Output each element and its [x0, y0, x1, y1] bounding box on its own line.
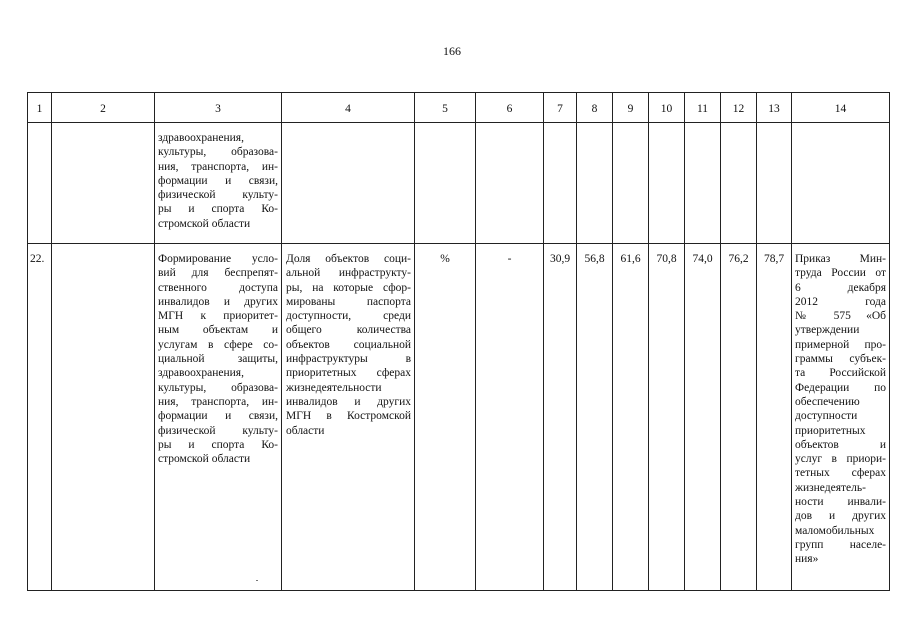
- header-col-3: 3: [155, 93, 282, 123]
- row-number: [28, 123, 52, 244]
- text-line: ры, на которые сфор-: [286, 281, 411, 294]
- text-line: услугам в сфере со-: [158, 338, 278, 351]
- cell-unit: %: [415, 244, 476, 591]
- text-line: инфраструктуры в: [286, 353, 411, 366]
- scan-dot: [256, 580, 258, 581]
- text-line: ния, транспорта, ин-: [158, 395, 278, 408]
- header-col-7: 7: [544, 93, 577, 123]
- cell-col-6: [476, 123, 544, 244]
- text-line: ным объектам и: [158, 324, 278, 337]
- cell-col-2: [52, 123, 155, 244]
- header-col-4: 4: [282, 93, 415, 123]
- text-line: мированы паспорта: [286, 295, 411, 308]
- cell-value-col-12: 76,2: [721, 244, 757, 591]
- cell-unit: [415, 123, 476, 244]
- text-line: труда России от: [795, 267, 886, 280]
- cell-col-6: -: [476, 244, 544, 591]
- cell-col-9: [613, 123, 649, 244]
- text-line: Федерации по: [795, 381, 886, 394]
- text-line: жизнедеятельности: [286, 381, 382, 394]
- cell-col-7: [544, 123, 577, 244]
- header-row: [28, 93, 890, 123]
- text-line: формации и связи,: [158, 174, 278, 187]
- header-col-1: 1: [28, 93, 52, 123]
- text-line: объектов и: [795, 438, 886, 451]
- text-line: доступности, среди: [286, 310, 411, 323]
- text-line: обеспечению: [795, 395, 860, 408]
- header-col-6: 6: [476, 93, 544, 123]
- text-line: области: [286, 424, 325, 437]
- text-line: утверждении: [795, 324, 860, 337]
- row-number: 22.: [28, 244, 52, 591]
- header-col-12: 12: [721, 93, 757, 123]
- cell-col-2: [52, 244, 155, 591]
- text-line: Доля объектов соци-: [286, 253, 411, 265]
- cell-legal-basis: [792, 123, 890, 244]
- cell-value-col-8: 56,8: [577, 244, 613, 591]
- text-line: ры и спорта Ко-: [158, 203, 278, 216]
- text-line: объектов социальной: [286, 338, 411, 351]
- text-line: МГН в Костромской: [286, 410, 411, 423]
- text-line: культуры, образова-: [158, 146, 278, 159]
- text-line: доступности: [795, 410, 858, 423]
- cell-col-8: [577, 123, 613, 244]
- page-number: 166: [443, 44, 461, 58]
- cell-value-col-13: 78,7: [757, 244, 792, 591]
- text-line: формации и связи,: [158, 410, 278, 423]
- text-line: ния»: [795, 553, 819, 566]
- text-line: ры и спорта Ко-: [158, 438, 278, 451]
- text-line: услуг в приори-: [795, 453, 886, 466]
- text-line: физической культу-: [158, 424, 278, 437]
- text-line: вий для беспрепят-: [158, 267, 278, 280]
- cell-activity: [155, 244, 282, 591]
- text-line: здравоохранения,: [158, 367, 244, 380]
- cell-value-col-7: 30,9: [544, 244, 577, 591]
- text-line: Приказ Мин-: [795, 253, 886, 265]
- header-col-13: 13: [757, 93, 792, 123]
- text-line: граммы субъек-: [795, 353, 886, 366]
- text-line: 6 декабря: [795, 281, 886, 294]
- text-line: МГН к приоритет-: [158, 310, 278, 323]
- text-line: приоритетных: [795, 424, 866, 437]
- text-line: примерной про-: [795, 338, 886, 351]
- header-col-5: 5: [415, 93, 476, 123]
- cell-col-10: [649, 123, 685, 244]
- text-line: альной инфраструкту-: [286, 267, 411, 280]
- text-line: № 575 «Об: [795, 310, 886, 323]
- text-line: маломобильных: [795, 524, 875, 537]
- header-col-10: 10: [649, 93, 685, 123]
- table-row: [28, 123, 890, 244]
- text-line: тетных сферах: [795, 467, 886, 480]
- header-col-14: 14: [792, 93, 890, 123]
- text-line: инвалидов и других: [286, 395, 411, 408]
- text-line: та Российской: [795, 367, 886, 380]
- text-line: приоритетных сферах: [286, 367, 411, 380]
- text-line: жизнедеятель-: [795, 481, 866, 494]
- cell-value-col-10: 70,8: [649, 244, 685, 591]
- cell-indicator: [282, 244, 415, 591]
- cell-value-col-9: 61,6: [613, 244, 649, 591]
- document-table: [27, 92, 890, 591]
- text-line: стромской области: [158, 453, 251, 466]
- text-line: культуры, образова-: [158, 381, 278, 394]
- text-line: здравоохранения,: [158, 132, 244, 144]
- cell-activity-continuation: [155, 123, 282, 244]
- cell-col-13: [757, 123, 792, 244]
- cell-indicator: [282, 123, 415, 244]
- text-line: Формирование усло-: [158, 253, 278, 265]
- text-line: ственного доступа: [158, 281, 278, 294]
- text-line: физической культу-: [158, 189, 278, 202]
- text-line: 2012 года: [795, 295, 886, 308]
- text-line: ности инвали-: [795, 496, 886, 509]
- header-col-8: 8: [577, 93, 613, 123]
- text-line: стромской области: [158, 217, 251, 230]
- text-line: общего количества: [286, 324, 411, 337]
- header-col-2: 2: [52, 93, 155, 123]
- text-line: ния, транспорта, ин-: [158, 160, 278, 173]
- table-row: [28, 244, 890, 591]
- cell-value-col-11: 74,0: [685, 244, 721, 591]
- text-line: циальной защиты,: [158, 353, 278, 366]
- header-col-11: 11: [685, 93, 721, 123]
- text-line: инвалидов и других: [158, 295, 278, 308]
- text-line: дов и других: [795, 510, 886, 523]
- cell-col-11: [685, 123, 721, 244]
- text-line: групп населе-: [795, 538, 886, 551]
- cell-col-12: [721, 123, 757, 244]
- header-col-9: 9: [613, 93, 649, 123]
- cell-legal-basis: [792, 244, 890, 591]
